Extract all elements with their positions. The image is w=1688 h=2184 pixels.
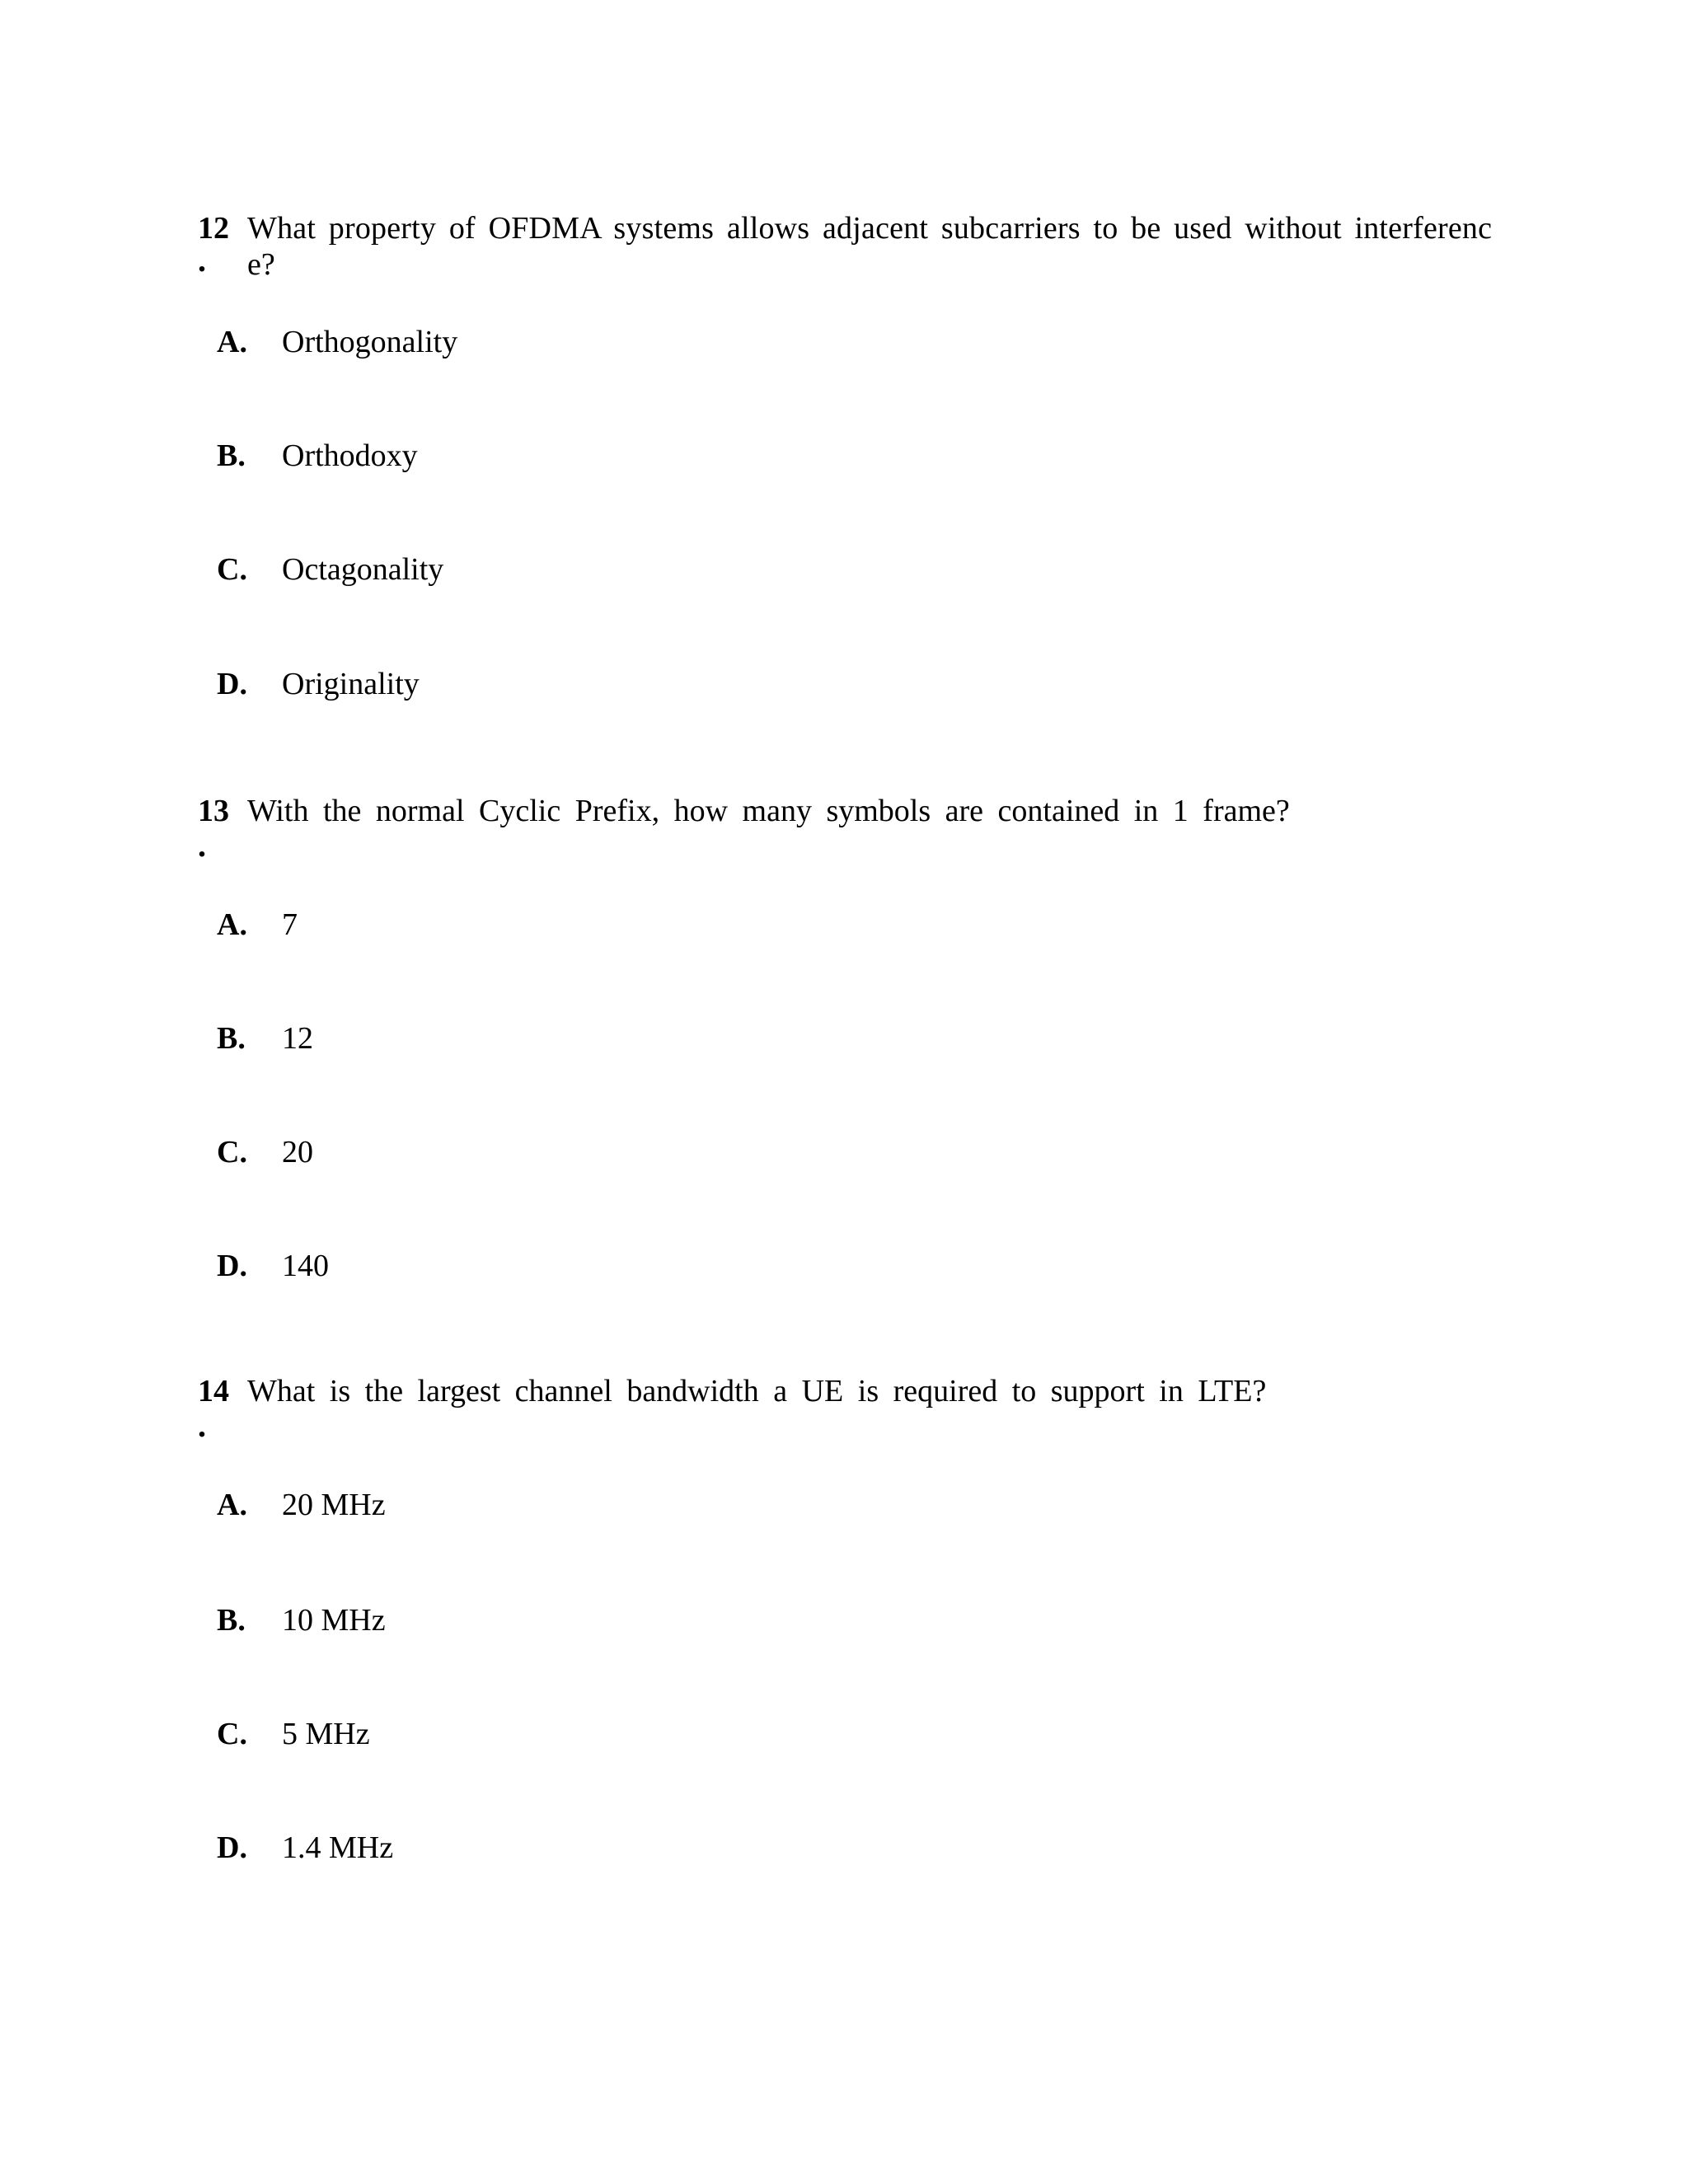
- question-number: 13: [198, 794, 229, 828]
- option-letter: A.: [217, 907, 247, 942]
- option-letter: A.: [217, 325, 247, 359]
- question-text-continuation: e?: [247, 247, 275, 282]
- option-text: 20 MHz: [282, 1488, 386, 1522]
- option-letter: D.: [217, 1830, 247, 1865]
- option-text: 1.4 MHz: [282, 1830, 394, 1865]
- option-letter: D.: [217, 1249, 247, 1283]
- option-letter: C.: [217, 1135, 247, 1169]
- option-letter: C.: [217, 1717, 247, 1751]
- option-letter: B.: [217, 1603, 246, 1638]
- question-number: 12: [198, 211, 229, 246]
- option-text: 5 MHz: [282, 1717, 370, 1751]
- option-letter: C.: [217, 552, 247, 587]
- option-text: 12: [282, 1021, 313, 1056]
- option-text: Octagonality: [282, 552, 444, 587]
- option-text: Orthodoxy: [282, 438, 418, 473]
- option-text: 7: [282, 907, 298, 942]
- option-text: 20: [282, 1135, 313, 1169]
- question-number-dot: .: [198, 241, 206, 279]
- option-letter: B.: [217, 1021, 246, 1056]
- question-number-dot: .: [198, 827, 206, 864]
- option-text: 140: [282, 1249, 329, 1283]
- option-letter: A.: [217, 1488, 247, 1522]
- option-letter: D.: [217, 667, 247, 701]
- question-text: With the normal Cyclic Prefix, how many symbols are contained in 1 frame?: [247, 794, 1290, 828]
- option-letter: B.: [217, 438, 246, 473]
- question-text: What property of OFDMA systems allows adjacent subcarriers to be used without interferenc: [247, 211, 1493, 246]
- question-text: What is the largest channel bandwidth a UE is required to support in LTE?: [247, 1374, 1267, 1408]
- question-number-dot: .: [198, 1407, 206, 1444]
- question-number: 14: [198, 1374, 229, 1408]
- option-text: 10 MHz: [282, 1603, 386, 1638]
- option-text: Originality: [282, 667, 420, 701]
- option-text: Orthogonality: [282, 325, 458, 359]
